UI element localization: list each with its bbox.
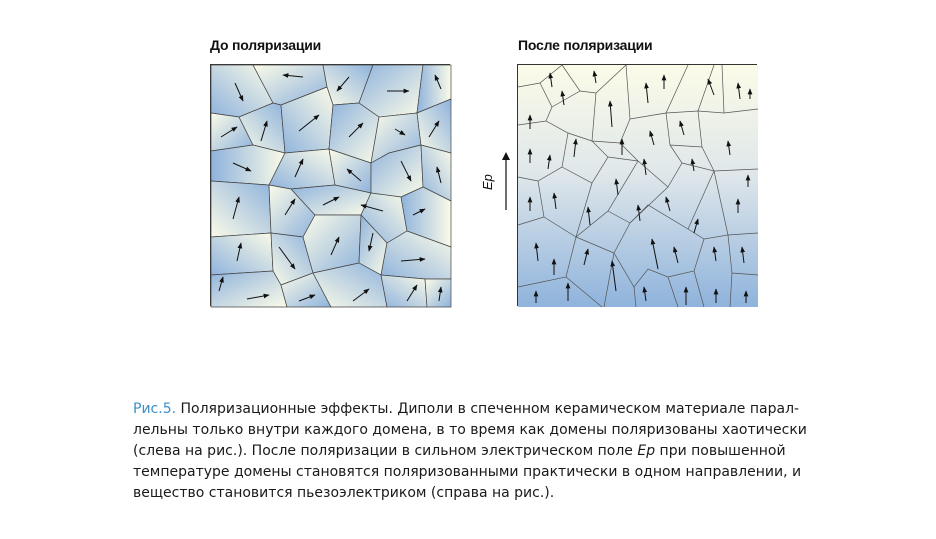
figure-caption [133,399,853,504]
panel-title-after: После поляризации [518,37,653,53]
field-direction-arrow [482,150,512,217]
caption-line-4: температуре домены становятся поляризованными практически в одном направлении, и [133,464,802,480]
figure-label: Рис.5. [133,401,177,417]
diagram-after-poling [517,64,757,306]
panel-title-before: До поляризации [210,37,322,53]
caption-line-5: вещество становится пьезоэлектриком (справа на рис.). [133,485,555,501]
caption-line-2: лельны только внутри каждого домена, в то время как домены поляризованы хаотически [133,422,807,438]
field-label: Ep [480,174,495,190]
caption-line-3-end: при повышенной [655,443,786,459]
caption-line-3: (слева на рис.). После поляризации в сильном электрическом поле [133,443,638,459]
caption-ep-symbol: Ep [637,443,656,459]
caption-line-1: Поляризационные эффекты. Диполи в спеченном керамическом материале парал- [176,401,800,417]
diagram-before-poling [210,64,450,306]
